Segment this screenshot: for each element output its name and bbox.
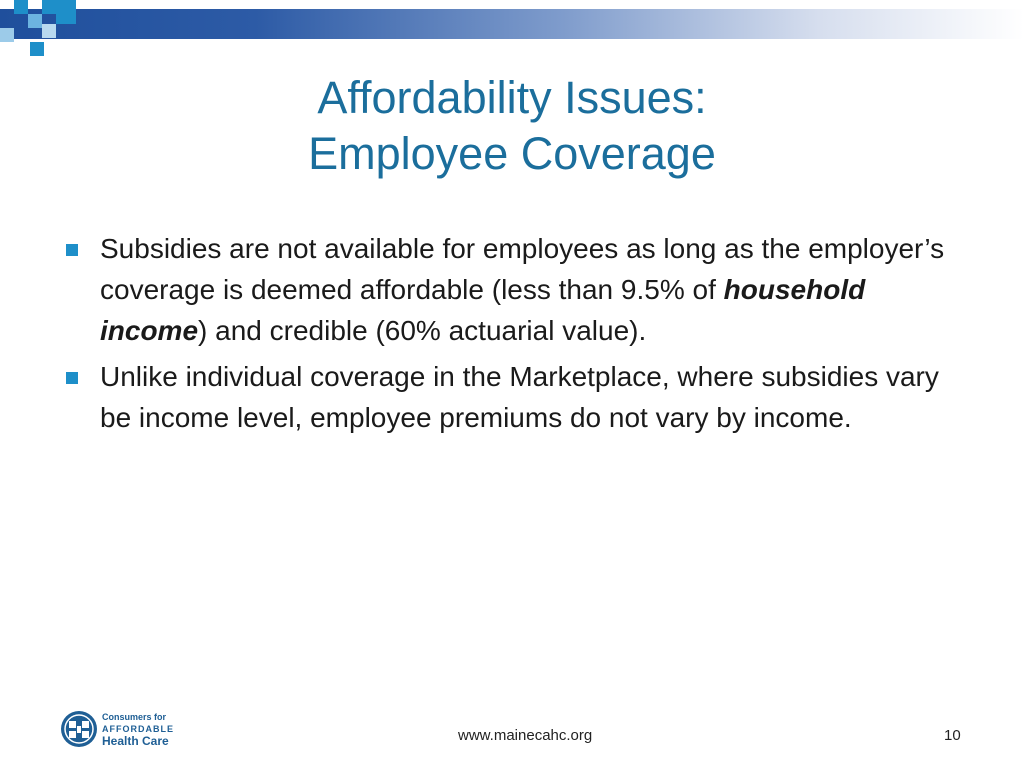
- header-gradient-band: [0, 9, 1024, 39]
- slide-title: [0, 70, 1024, 182]
- title-line-1: Affordability Issues:: [317, 72, 707, 123]
- organization-logo: [60, 708, 190, 750]
- bullet-square-icon: [66, 244, 78, 256]
- decor-square: [30, 42, 44, 56]
- title-line-2: Employee Coverage: [308, 128, 716, 179]
- decor-square: [42, 0, 56, 14]
- bullet-text: Unlike individual coverage in the Marketplace, where subsidies vary be income level, employee premiums do not vary by income.: [100, 361, 939, 433]
- logo-text-line-3: Health Care: [102, 734, 169, 748]
- bullet-text: Subsidies are not available for employees as long as the employer’s coverage is deemed affordable (less than 9.5% of: [100, 233, 945, 305]
- decor-square: [28, 14, 42, 28]
- bullet-emphasis: household income: [100, 274, 866, 346]
- logo-text-line-2: AFFORDABLE: [102, 724, 174, 734]
- bullet-list: [62, 228, 972, 443]
- bullet-item: [62, 228, 972, 351]
- bullet-item: [62, 356, 972, 438]
- decor-square: [0, 28, 14, 42]
- logo-text-line-1: Consumers for: [102, 712, 167, 722]
- bullet-square-icon: [66, 372, 78, 384]
- decor-square: [14, 0, 28, 14]
- footer-url: www.mainecahc.org: [458, 727, 593, 744]
- bullet-text-continued: ) and credible (60% actuarial value).: [198, 315, 647, 346]
- decor-square: [56, 0, 76, 24]
- decor-square: [42, 24, 56, 38]
- page-number: 10: [944, 727, 961, 744]
